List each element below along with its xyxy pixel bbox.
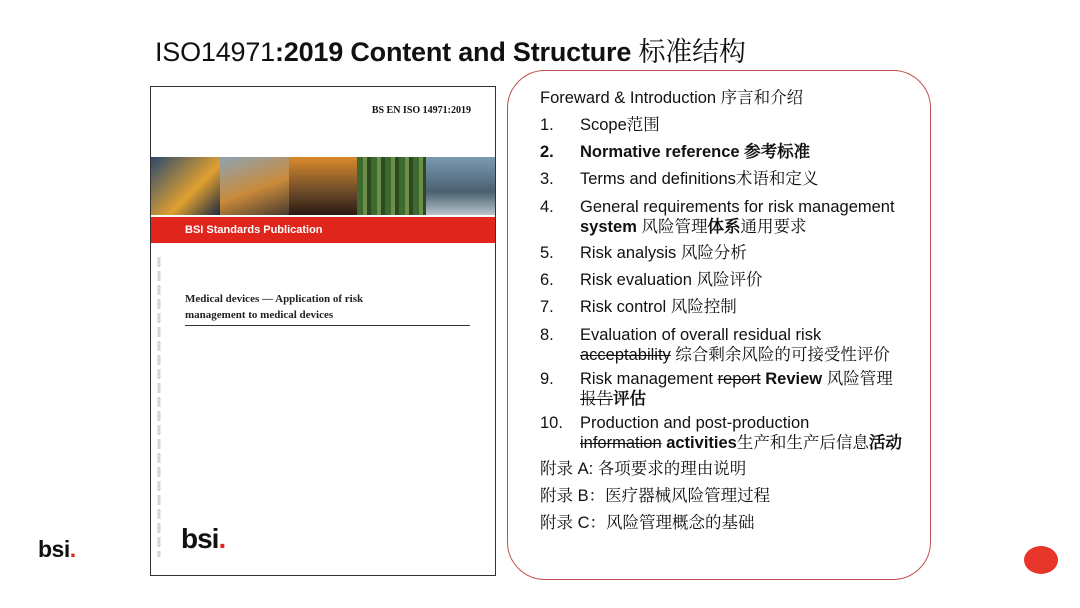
toc-item-9 bbox=[540, 369, 902, 409]
toc-item-6 bbox=[540, 267, 902, 294]
cover-logo-text: bsi bbox=[181, 523, 219, 554]
toc-strike: acceptability bbox=[580, 346, 671, 364]
toc-num: 6. bbox=[540, 271, 554, 289]
toc-item-3 bbox=[540, 166, 902, 193]
toc-num: 9. bbox=[540, 370, 554, 388]
slide-title bbox=[155, 30, 746, 69]
toc-bold: system bbox=[580, 218, 637, 236]
toc-item-5 bbox=[540, 240, 902, 267]
toc-text-line1: General requirements for risk management bbox=[580, 198, 895, 216]
toc-num: 7. bbox=[540, 298, 554, 316]
toc-strike: report bbox=[717, 370, 761, 388]
publication-bar: BSI Standards Publication bbox=[151, 217, 495, 243]
toc-text: Risk analysis 风险分析 bbox=[580, 244, 747, 262]
side-note-lines bbox=[155, 257, 163, 557]
footer-bsi-logo bbox=[38, 536, 76, 563]
photo-strip bbox=[151, 157, 495, 215]
cover-doc-title-line2: management to medical devices bbox=[185, 309, 334, 321]
toc-num: 8. bbox=[540, 326, 554, 344]
toc-text-line2a: 综合剩余风险的可接受性评价 bbox=[670, 346, 890, 364]
toc-text-line1: Production and post-production bbox=[580, 414, 810, 432]
toc-num: 5. bbox=[540, 244, 554, 262]
photo-tile-1 bbox=[151, 157, 220, 215]
toc-text: Terms and definitions术语和定义 bbox=[580, 170, 819, 188]
cover-doc-title bbox=[185, 291, 363, 323]
toc-bold: activities bbox=[661, 434, 737, 452]
toc-text: Risk evaluation 风险评价 bbox=[580, 271, 763, 289]
toc-text-line1a: Risk management bbox=[580, 370, 718, 388]
toc-annex-b: 附录 B：医疗器械风险管理过程 bbox=[540, 487, 771, 505]
toc-strike: information bbox=[580, 434, 662, 452]
toc-text-line2a: 生产和生产后信息 bbox=[736, 434, 869, 452]
photo-tile-3 bbox=[289, 157, 358, 215]
toc-item-8 bbox=[540, 325, 902, 365]
toc-text-line1: Evaluation of overall residual risk bbox=[580, 326, 822, 344]
toc-item-2 bbox=[540, 139, 902, 166]
cover-rule bbox=[185, 325, 470, 326]
toc-item-1 bbox=[540, 112, 902, 139]
title-cn: 标准结构 bbox=[631, 37, 746, 67]
standard-code: BS EN ISO 14971:2019 bbox=[371, 105, 471, 116]
toc-text-line2a: 风险管理 bbox=[636, 218, 708, 236]
photo-tile-4 bbox=[357, 157, 426, 215]
cover-logo-dot: . bbox=[218, 523, 226, 554]
toc-bold2: 活动 bbox=[868, 434, 902, 452]
photo-tile-2 bbox=[220, 157, 289, 215]
toc-text: Risk control 风险控制 bbox=[580, 298, 737, 316]
toc-num: 2. bbox=[540, 143, 554, 161]
toc-item-7 bbox=[540, 294, 902, 321]
toc-item-10 bbox=[540, 413, 902, 453]
standard-cover-image bbox=[150, 86, 496, 576]
toc-annex-a: 附录 A: 各项要求的理由说明 bbox=[540, 460, 747, 478]
title-bold: :2019 Content and Structure bbox=[275, 37, 632, 67]
toc-num: 3. bbox=[540, 170, 554, 188]
table-of-contents bbox=[540, 85, 902, 537]
toc-bold2: 评估 bbox=[613, 390, 646, 408]
title-main: ISO14971 bbox=[155, 37, 275, 67]
footer-logo-dot: . bbox=[69, 536, 76, 562]
side-license-note bbox=[155, 257, 163, 557]
toc-bold2: 体系 bbox=[707, 218, 741, 236]
cover-doc-title-line1: Medical devices — Application of risk bbox=[185, 293, 364, 305]
toc-text: Normative reference 参考标准 bbox=[580, 143, 811, 161]
cover-bsi-logo bbox=[181, 523, 225, 555]
toc-text-line1b: 风险管理 bbox=[822, 370, 893, 388]
toc-text-line2b: 通用要求 bbox=[740, 218, 807, 236]
toc-annex-c: 附录 C：风险管理概念的基础 bbox=[540, 514, 755, 532]
red-circle-marker bbox=[1024, 546, 1058, 574]
toc-num: 10. bbox=[540, 414, 563, 432]
toc-item-4 bbox=[540, 197, 902, 237]
toc-text: Scope范围 bbox=[580, 116, 660, 134]
toc-foreword: Foreward & Introduction 序言和介绍 bbox=[540, 89, 804, 107]
footer-logo-text: bsi bbox=[38, 536, 70, 562]
toc-strike2: 报告 bbox=[580, 390, 613, 408]
toc-num: 1. bbox=[540, 116, 554, 134]
toc-bold: Review bbox=[760, 370, 823, 388]
photo-tile-5 bbox=[426, 157, 495, 215]
toc-num: 4. bbox=[540, 198, 554, 216]
